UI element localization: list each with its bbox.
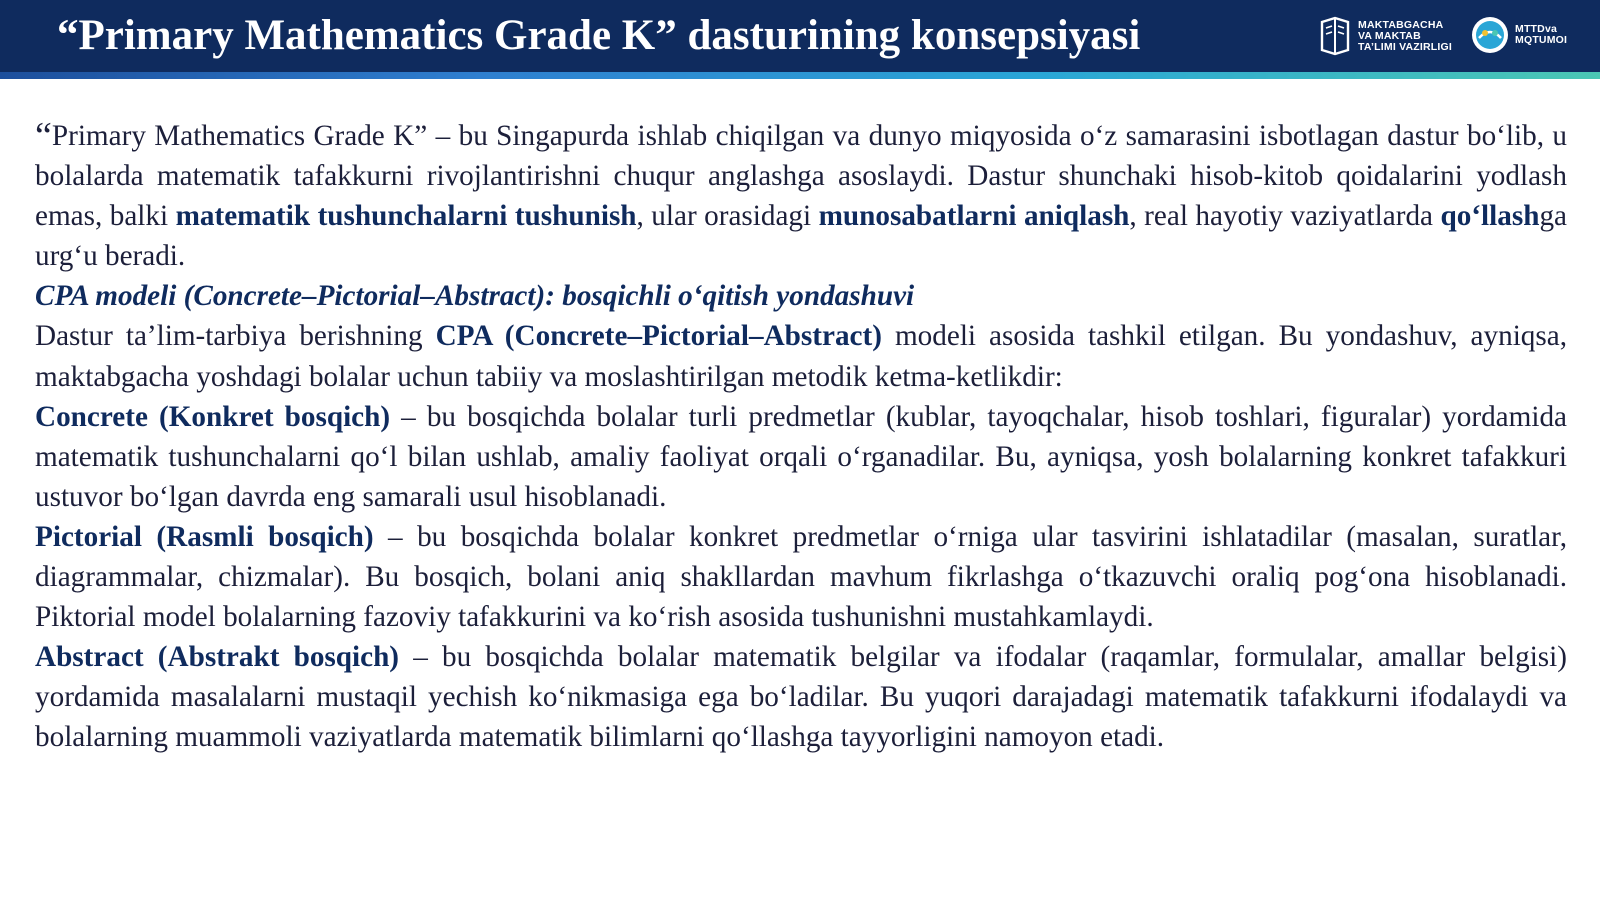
- cpa-intro-paragraph: [35, 316, 1567, 396]
- intro-text: Primary Mathematics Grade K” – bu Singapurda ishlab chiqilgan va dunyo miqyosida o‘z samarasini isbotlagan dastur bo‘lib, u bolalarda matematik tafakkurni rivojlantirishni chuqur anglashga asoslaydi. Dastur shunchaki hisob-kitob qoidalarini yodlash emas, balki: [35, 120, 1567, 233]
- opening-quote: “: [35, 115, 52, 157]
- mttdva-logo-text: [1515, 24, 1567, 46]
- book-emblem-icon: [1318, 16, 1352, 56]
- cpa-highlight: CPA (Concrete–Pictorial–Abstract): [435, 320, 882, 353]
- pictorial-label: Pictorial (Rasmli bosqich): [35, 520, 374, 553]
- header-accent-stripe: [0, 72, 1600, 79]
- intro-text: , real hayotiy vaziyatlarda: [1129, 200, 1434, 233]
- logo-line: MTTDva: [1515, 23, 1558, 35]
- intro-highlight: matematik tushunchalarni tushunish: [175, 200, 637, 233]
- logo-line: MAKTABGACHA: [1358, 18, 1444, 31]
- page-title: “Primary Mathematics Grade K” dasturining konsepsiyasi: [57, 12, 1141, 59]
- cpa-intro-text: modeli asosida tashkil etilgan. Bu yondashuv, ayniqsa, maktabgacha yoshdagi bolalar uchun tabiiy va moslashtirilgan metodik ketma-ketlikdir:: [35, 320, 1568, 393]
- abstract-label: Abstract (Abstrakt bosqich): [35, 641, 400, 674]
- logo-line: MQTUMOI: [1515, 34, 1568, 46]
- pictorial-text: – bu bosqichda bolalar konkret predmetlar o‘rniga ular tasvirini ishlatadilar (masalan, suratlar, diagrammalar, chizmalar). Bu bosqich, bolani aniq shakllardan mavhum fikrlashga o‘tkazuvchi oraliq pog‘ona hisoblanadi. Piktorial model bolalarning fazoviy tafakkurini va ko‘rish asosida tushunishni mustahkamlaydi.: [35, 520, 1567, 634]
- concrete-label: Concrete (Konkret bosqich): [35, 400, 391, 433]
- cpa-heading: CPA modeli (Concrete–Pictorial–Abstract): bosqichli o‘qitish yondashuvi: [35, 280, 915, 313]
- pictorial-paragraph: [35, 517, 1567, 637]
- concrete-paragraph: [35, 397, 1567, 517]
- intro-paragraph: [35, 116, 1567, 276]
- ministry-logo-text: [1358, 20, 1452, 53]
- intro-text: , ular orasidagi: [636, 200, 812, 233]
- mttdva-logo: [1471, 16, 1567, 54]
- intro-highlight: qo‘llash: [1440, 200, 1540, 233]
- logo-line: VA MAKTAB: [1358, 29, 1421, 42]
- intro-highlight: munosabatlarni aniqlash: [818, 200, 1130, 233]
- cpa-intro-text: Dastur ta’lim-tarbiya berishning: [35, 320, 423, 353]
- header-bar: [0, 0, 1600, 72]
- mttdva-circle-icon: [1471, 16, 1509, 54]
- ministry-logo: [1318, 16, 1452, 56]
- concrete-text: – bu bosqichda bolalar turli predmetlar (kublar, tayoqchalar, hisob toshlari, figuralar) yordamida matematik tushunchalarni qo‘l bilan ushlab, amaliy faoliyat orqali o‘rganadilar. Bu, ayniqsa, yosh bolalarning konkret tafakkuri ustuvor bo‘lgan davrda eng samarali usul hisoblanadi.: [35, 400, 1567, 513]
- abstract-text: – bu bosqichda bolalar matematik belgilar va ifodalar (raqamlar, formulalar, amallar belgisi) yordamida masalalarni mustaqil yechish ko‘nikmasiga ega bo‘ladilar. Bu yuqori darajadagi matematik tafakkurni ifodalaydi va bolalarning muammoli vaziyatlarda matematik bilimlarni qo‘llashga tayyorligini namoyon etadi.: [35, 641, 1567, 754]
- logo-line: TA’LIMI VAZIRLIGI: [1358, 40, 1453, 53]
- abstract-paragraph: [35, 637, 1567, 757]
- slide-body: [35, 116, 1567, 758]
- intro-text: ga urg‘u beradi.: [35, 200, 1567, 273]
